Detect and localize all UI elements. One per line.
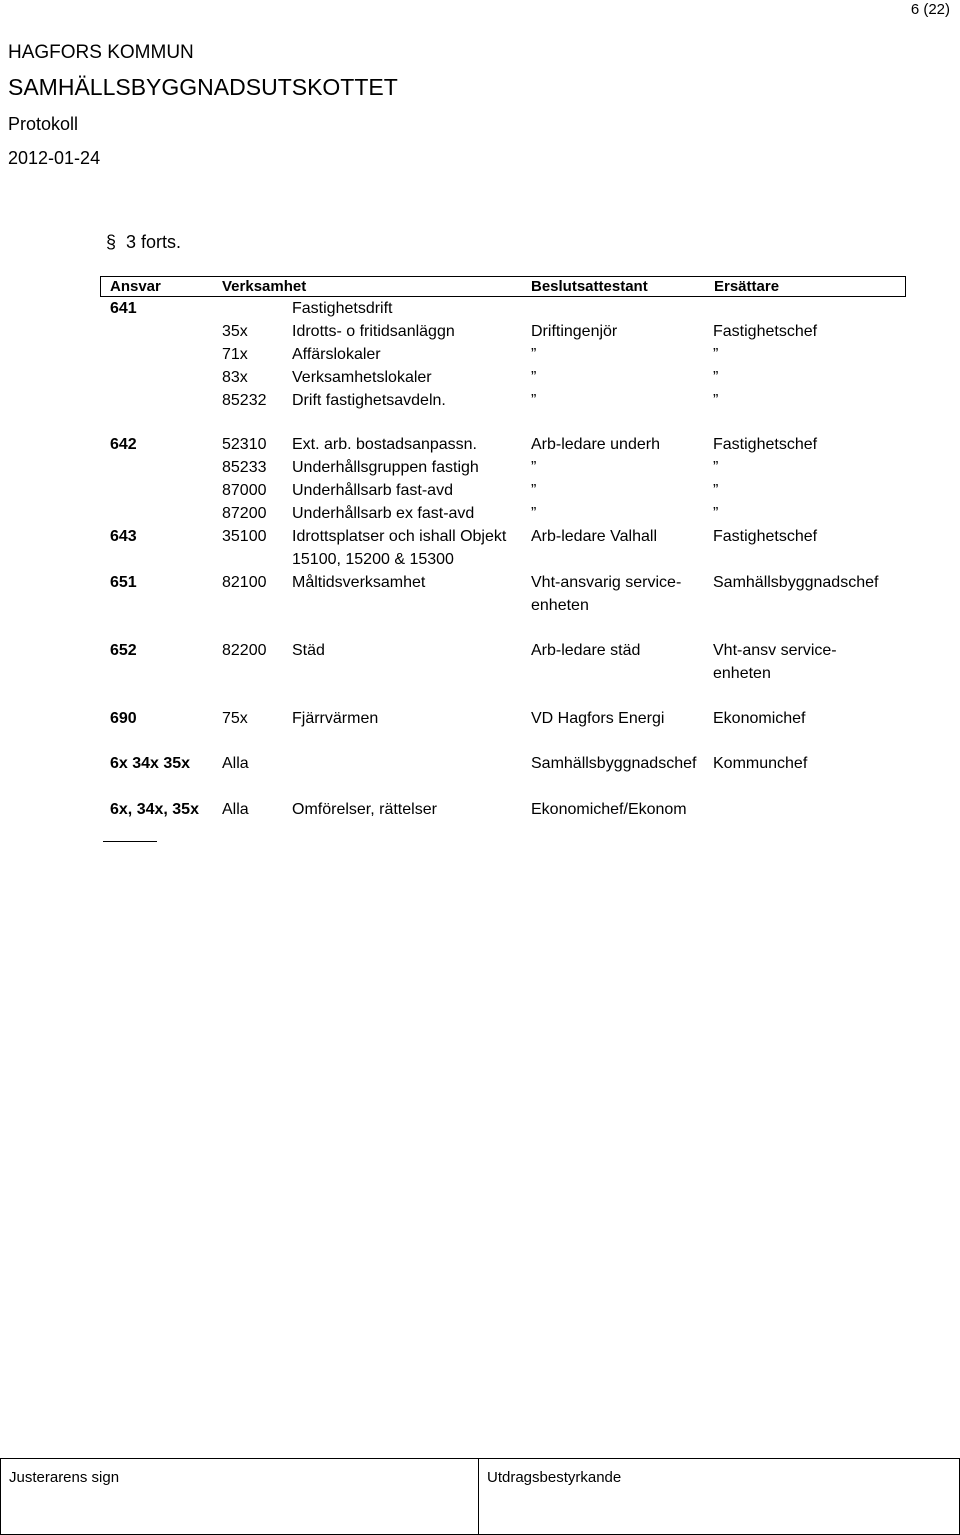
- cell-verksamhet-code: 35x: [222, 323, 248, 340]
- table-row: [100, 297, 906, 317]
- cell-verksamhet-name: Måltidsverksamhet: [292, 574, 426, 591]
- utdragsbestyrkande-box: [478, 1458, 960, 1535]
- cell-ansvar: 643: [110, 528, 137, 545]
- cell-verksamhet-code: Alla: [222, 801, 249, 818]
- section-mark: §: [106, 232, 117, 252]
- justerarens-sign-label: Justerarens sign: [9, 1469, 120, 1486]
- document-date: 2012-01-24: [8, 148, 101, 168]
- cell-beslutsattestant: ”: [531, 505, 537, 522]
- cell-ersattare: ”: [713, 369, 719, 386]
- table-row: [100, 502, 906, 522]
- table-row: [100, 320, 906, 340]
- header-beslutsattestant: Beslutsattestant: [531, 278, 648, 295]
- cell-beslutsattestant: ”: [531, 346, 537, 363]
- cell-verksamhet-name: Affärslokaler: [292, 346, 381, 363]
- cell-verksamhet-name: Idrotts- o fritidsanläggn: [292, 323, 455, 340]
- cell-ansvar: 690: [110, 710, 137, 727]
- cell-verksamhet-name: Fjärrvärmen: [292, 710, 379, 727]
- cell-ersattare: ”: [713, 482, 719, 499]
- footer: [0, 1458, 960, 1535]
- cell-verksamhet-code: 83x: [222, 369, 248, 386]
- table-row: [100, 366, 906, 386]
- cell-verksamhet-name: Idrottsplatser och ishall Objekt 15100, 15200 & 15300: [292, 528, 507, 568]
- end-rule: [103, 841, 157, 842]
- committee-name: SAMHÄLLSBYGGNADSUTSKOTTET: [8, 74, 398, 100]
- table-row: [100, 343, 906, 363]
- cell-beslutsattestant: Arb-ledare underh: [531, 436, 660, 453]
- cell-beslutsattestant: Driftingenjör: [531, 323, 618, 340]
- cell-verksamhet-name: Ext. arb. bostadsanpassn.: [292, 436, 477, 453]
- table-row: [100, 798, 906, 818]
- cell-beslutsattestant: Arb-ledare städ: [531, 642, 641, 659]
- table-row: [100, 525, 906, 568]
- cell-verksamhet-code: 35100: [222, 528, 267, 545]
- cell-ansvar: 6x, 34x, 35x: [110, 801, 199, 818]
- section-heading: [106, 232, 181, 253]
- cell-verksamhet-code: 85233: [222, 459, 267, 476]
- justerarens-sign-box: [0, 1458, 479, 1535]
- cell-verksamhet-name: Omförelser, rättelser: [292, 801, 437, 818]
- cell-verksamhet-code: 85232: [222, 392, 267, 409]
- cell-verksamhet-code: 87200: [222, 505, 267, 522]
- header-verksamhet: Verksamhet: [222, 278, 307, 295]
- cell-beslutsattestant: ”: [531, 369, 537, 386]
- cell-verksamhet-code: Alla: [222, 755, 249, 772]
- table-row: [100, 433, 906, 453]
- cell-verksamhet-name: Underhållsarb fast-avd: [292, 482, 453, 499]
- header-ersattare: Ersättare: [714, 278, 780, 295]
- cell-ersattare: Fastighetschef: [713, 528, 818, 545]
- cell-verksamhet-name: Drift fastighetsavdeln.: [292, 392, 446, 409]
- cell-verksamhet-name: Underhållsgruppen fastigh: [292, 459, 479, 476]
- org-name: HAGFORS KOMMUN: [8, 42, 194, 63]
- cell-ersattare: Fastighetschef: [713, 436, 818, 453]
- cell-beslutsattestant: ”: [531, 392, 537, 409]
- cell-verksamhet-code: 82200: [222, 642, 267, 659]
- header-ansvar: Ansvar: [110, 278, 161, 295]
- table-row: [100, 456, 906, 476]
- cell-verksamhet-name: Underhållsarb ex fast-avd: [292, 505, 475, 522]
- cell-ansvar: 651: [110, 574, 137, 591]
- cell-verksamhet-code: 52310: [222, 436, 267, 453]
- cell-beslutsattestant: Samhällsbyggnadschef: [531, 755, 697, 772]
- cell-beslutsattestant: Arb-ledare Valhall: [531, 528, 657, 545]
- cell-beslutsattestant: Ekonomichef/Ekonom: [531, 801, 687, 818]
- table-row: [100, 639, 906, 682]
- table-row: [100, 571, 906, 614]
- cell-verksamhet-name: Fastighetsdrift: [292, 300, 393, 317]
- cell-ersattare: ”: [713, 459, 719, 476]
- section-label: 3 forts.: [126, 232, 182, 252]
- cell-ansvar: 652: [110, 642, 137, 659]
- table-row: [100, 389, 906, 409]
- table-row: [100, 707, 906, 727]
- cell-ersattare: Vht-ansv service-enheten: [713, 642, 837, 682]
- cell-ersattare: Kommunchef: [713, 755, 808, 772]
- cell-ersattare: Samhällsbyggnadschef: [713, 574, 879, 591]
- cell-ersattare: Fastighetschef: [713, 323, 818, 340]
- utdragsbestyrkande-label: Utdragsbestyrkande: [487, 1469, 622, 1486]
- cell-beslutsattestant: ”: [531, 482, 537, 499]
- cell-ansvar: 6x 34x 35x: [110, 755, 191, 772]
- cell-verksamhet-code: 82100: [222, 574, 267, 591]
- page-number: 6 (22): [910, 1, 950, 18]
- cell-ersattare: Ekonomichef: [713, 710, 806, 727]
- cell-verksamhet-code: 75x: [222, 710, 248, 727]
- cell-verksamhet-code: 87000: [222, 482, 267, 499]
- table-row: [100, 752, 906, 772]
- cell-verksamhet-name: Verksamhetslokaler: [292, 369, 432, 386]
- cell-beslutsattestant: Vht-ansvarig service-enheten: [531, 574, 682, 614]
- cell-beslutsattestant: ”: [531, 459, 537, 476]
- cell-ersattare: ”: [713, 392, 719, 409]
- cell-verksamhet-name: Städ: [292, 642, 325, 659]
- cell-ersattare: ”: [713, 505, 719, 522]
- document-type: Protokoll: [8, 114, 79, 134]
- table-header: [100, 276, 906, 297]
- cell-ersattare: ”: [713, 346, 719, 363]
- cell-ansvar: 641: [110, 300, 137, 317]
- table-row: [100, 479, 906, 499]
- cell-verksamhet-code: 71x: [222, 346, 248, 363]
- cell-beslutsattestant: VD Hagfors Energi: [531, 710, 665, 727]
- cell-ansvar: 642: [110, 436, 137, 453]
